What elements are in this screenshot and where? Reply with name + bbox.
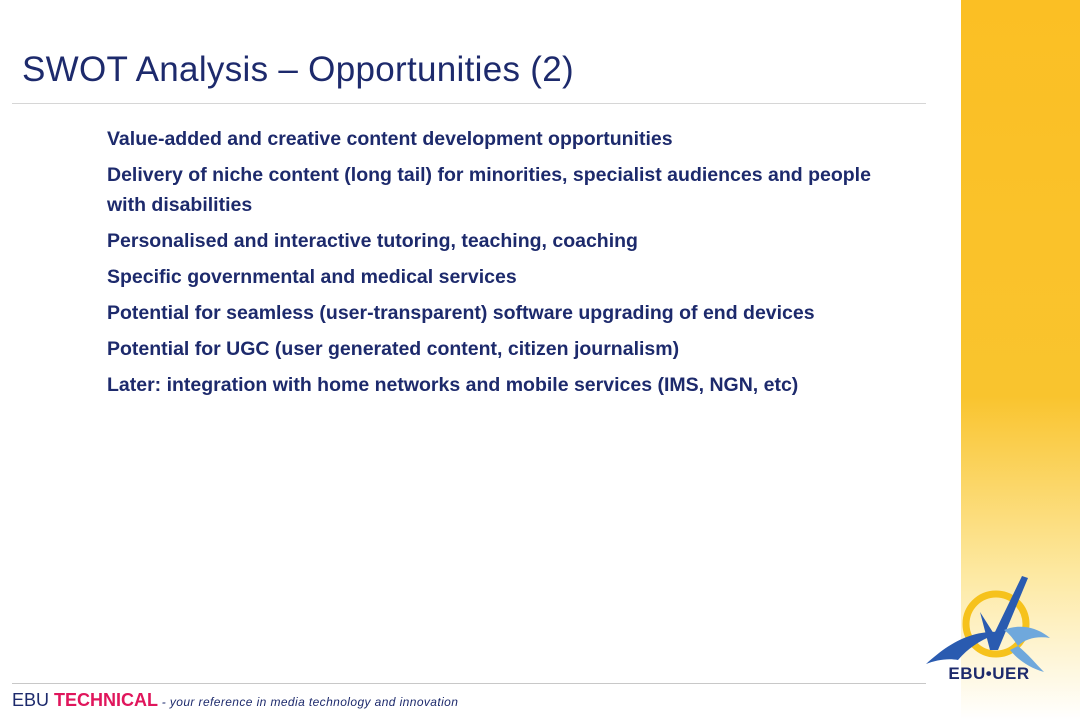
footer-org: EBU [12,690,55,710]
bullet-item: Potential for seamless (user-transparent) software upgrading of end devices [107,302,815,324]
bullet-item: Specific governmental and medical services [107,266,517,288]
bullet-item: Personalised and interactive tutoring, teaching, coaching [107,230,638,252]
slide-title: SWOT Analysis – Opportunities (2) [22,50,574,89]
title-divider [12,103,926,104]
footer-technical: TECHNICAL [54,690,159,710]
footer-divider [12,683,926,684]
bullet-item: Delivery of niche content (long tail) for minorities, specialist audiences and people with disabilities [107,164,871,216]
footer-tagline: - your reference in media technology and innovation [158,695,459,709]
bullet-item: Value-added and creative content development opportunities [107,128,673,150]
bullet-list [107,124,907,406]
logo-wordmark: EBU•UER [948,664,1030,683]
footer [12,690,458,711]
bullet-item: Later: integration with home networks and mobile services (IMS, NGN, etc) [107,374,799,396]
bullet-item: Potential for UGC (user generated content, citizen journalism) [107,338,680,360]
